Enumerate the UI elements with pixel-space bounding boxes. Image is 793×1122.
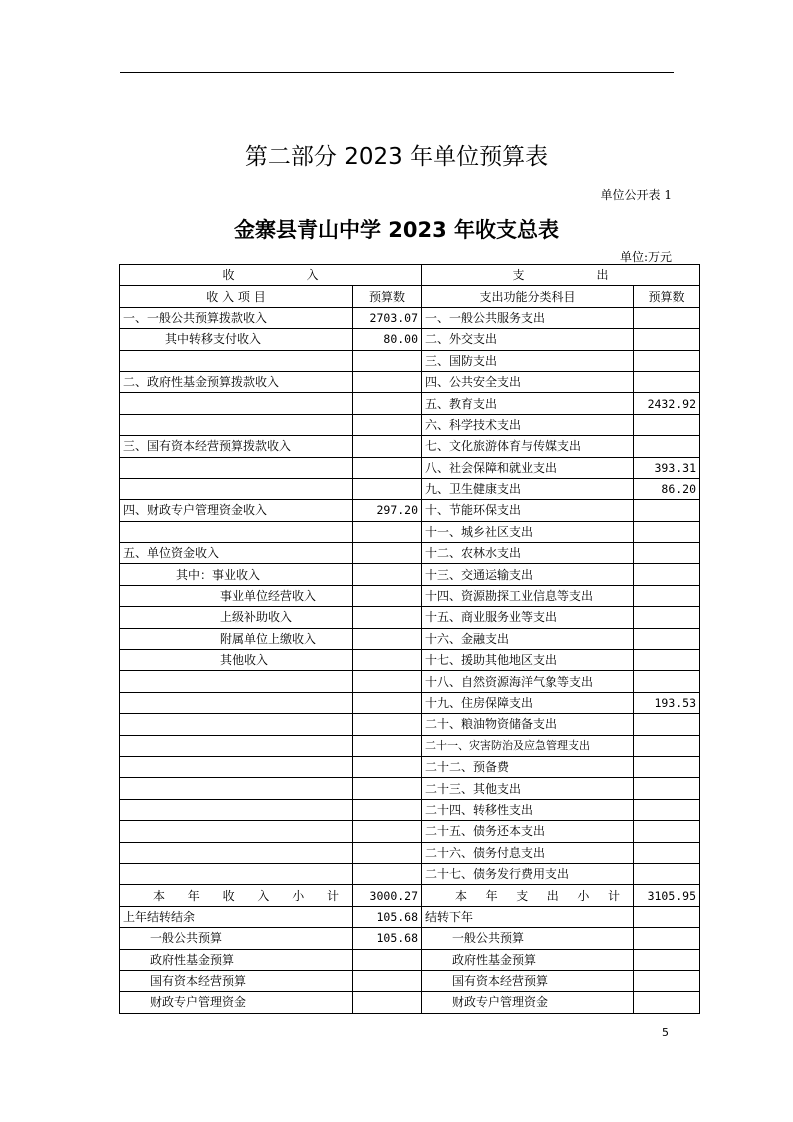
- table-row: [120, 992, 700, 1013]
- income-value-cell: [353, 371, 422, 392]
- expense-item-cell: 结转下年: [422, 906, 634, 927]
- expense-item-cell: 五、教育支出: [422, 393, 634, 414]
- income-item-cell: [120, 842, 353, 863]
- expense-item-cell: 二十五、债务还本支出: [422, 821, 634, 842]
- expense-item-header: 支出功能分类科目: [422, 286, 634, 307]
- expense-budget-header: 预算数: [634, 286, 700, 307]
- expense-item-cell: 十四、资源勘探工业信息等支出: [422, 585, 634, 606]
- expense-value-cell: [634, 756, 700, 777]
- income-item-cell: 政府性基金预算: [120, 949, 353, 970]
- income-value-cell: [353, 457, 422, 478]
- income-item-cell: [120, 414, 353, 435]
- expense-value-cell: [634, 543, 700, 564]
- income-subtotal-char: 收: [222, 888, 235, 903]
- income-item-cell: [120, 863, 353, 884]
- expense-item-cell: 七、文化旅游体育与传媒支出: [422, 436, 634, 457]
- table-number: 单位公开表 1: [600, 188, 672, 202]
- header-rule: [120, 72, 674, 73]
- income-item-cell: 其他收入: [120, 650, 353, 671]
- expense-item-cell: 八、社会保障和就业支出: [422, 457, 634, 478]
- income-value-cell: 2703.07: [353, 307, 422, 328]
- table-row: [120, 521, 700, 542]
- income-value-cell: [353, 564, 422, 585]
- income-item-cell: [120, 756, 353, 777]
- expense-item-cell: 二十六、债务付息支出: [422, 842, 634, 863]
- unit-label: 单位:万元: [619, 250, 672, 264]
- income-item-cell: [120, 799, 353, 820]
- income-item-cell: [120, 671, 353, 692]
- expense-value-cell: [634, 650, 700, 671]
- expense-value-cell: [634, 628, 700, 649]
- income-value-cell: [353, 949, 422, 970]
- table-row: [120, 650, 700, 671]
- table-row: [120, 735, 700, 756]
- income-item-cell: [120, 821, 353, 842]
- expense-value-cell: [634, 928, 700, 949]
- main-title: 金寨县青山中学 2023 年收支总表: [233, 218, 560, 242]
- table-subheader-row: [120, 286, 700, 307]
- income-value-cell: [353, 393, 422, 414]
- table-row: [120, 607, 700, 628]
- expense-subtotal-char: 小: [577, 888, 590, 903]
- expense-item-cell: 十六、金融支出: [422, 628, 634, 649]
- table-row: [120, 543, 700, 564]
- expense-item-cell: 财政专户管理资金: [422, 992, 634, 1013]
- expense-item-cell: 十一、城乡社区支出: [422, 521, 634, 542]
- table-row: [120, 436, 700, 457]
- income-item-cell: [120, 521, 353, 542]
- expense-item-cell: 二、外交支出: [422, 329, 634, 350]
- expense-value-cell: [634, 906, 700, 927]
- expense-item-cell: 二十四、转移性支出: [422, 799, 634, 820]
- expense-value-cell: [634, 821, 700, 842]
- expense-value-cell: [634, 521, 700, 542]
- expense-item-cell: 一般公共预算: [422, 928, 634, 949]
- table-row: [120, 329, 700, 350]
- expense-value-cell: [634, 970, 700, 991]
- income-item-cell: [120, 478, 353, 499]
- table-row: [120, 393, 700, 414]
- income-value-cell: [353, 842, 422, 863]
- table-row: [120, 863, 700, 884]
- income-value-cell: 105.68: [353, 928, 422, 949]
- income-value-cell: 297.20: [353, 500, 422, 521]
- expense-subtotal-char: 支: [516, 888, 529, 903]
- income-value-cell: [353, 414, 422, 435]
- expense-value-cell: [634, 714, 700, 735]
- income-item-cell: 二、政府性基金预算拨款收入: [120, 371, 353, 392]
- income-subtotal-char: 年: [187, 888, 200, 903]
- expense-item-cell: 十七、援助其他地区支出: [422, 650, 634, 671]
- expense-item-cell: 三、国防支出: [422, 350, 634, 371]
- income-item-cell: 其中转移支付收入: [120, 329, 353, 350]
- table-row: [120, 821, 700, 842]
- income-item-cell: [120, 778, 353, 799]
- expense-value-cell: [634, 863, 700, 884]
- income-subtotal-label: [120, 885, 353, 906]
- page-number: 5: [662, 1026, 669, 1039]
- part-title: 第二部分 2023 年单位预算表: [244, 144, 549, 170]
- expense-value-cell: [634, 414, 700, 435]
- expense-value-cell: [634, 671, 700, 692]
- expense-item-cell: 二十、粮油物资储备支出: [422, 714, 634, 735]
- subtotal-row: [120, 885, 700, 906]
- table-row: [120, 928, 700, 949]
- income-item-cell: [120, 714, 353, 735]
- expense-item-cell: 政府性基金预算: [422, 949, 634, 970]
- income-subtotal-value: 3000.27: [353, 885, 422, 906]
- budget-summary-table: [119, 264, 700, 1014]
- income-value-cell: [353, 992, 422, 1013]
- expense-header: 支 出: [422, 265, 700, 286]
- income-value-cell: [353, 436, 422, 457]
- table-row: [120, 350, 700, 371]
- income-value-cell: [353, 350, 422, 371]
- income-item-cell: 国有资本经营预算: [120, 970, 353, 991]
- expense-item-cell: 十、节能环保支出: [422, 500, 634, 521]
- expense-value-cell: [634, 949, 700, 970]
- table-row: [120, 906, 700, 927]
- income-value-cell: [353, 607, 422, 628]
- income-subtotal-char: 小: [292, 888, 305, 903]
- income-item-cell: 附属单位上缴收入: [120, 628, 353, 649]
- income-value-cell: 80.00: [353, 329, 422, 350]
- income-item-cell: 一般公共预算: [120, 928, 353, 949]
- expense-value-cell: [634, 607, 700, 628]
- income-value-cell: [353, 778, 422, 799]
- expense-subtotal-value: 3105.95: [634, 885, 700, 906]
- expense-item-cell: 一、一般公共服务支出: [422, 307, 634, 328]
- income-item-cell: [120, 457, 353, 478]
- table-header-row: [120, 265, 700, 286]
- expense-value-cell: [634, 778, 700, 799]
- expense-value-cell: [634, 735, 700, 756]
- income-value-cell: 105.68: [353, 906, 422, 927]
- table-row: [120, 500, 700, 521]
- income-value-cell: [353, 756, 422, 777]
- income-item-cell: [120, 350, 353, 371]
- expense-value-cell: [634, 500, 700, 521]
- expense-subtotal-char: 年: [485, 888, 498, 903]
- income-value-cell: [353, 863, 422, 884]
- income-value-cell: [353, 692, 422, 713]
- expense-subtotal-char: 出: [546, 888, 559, 903]
- expense-item-cell: 六、科学技术支出: [422, 414, 634, 435]
- expense-item-cell: 二十二、预备费: [422, 756, 634, 777]
- income-item-cell: [120, 393, 353, 414]
- income-item-cell: 一、一般公共预算拨款收入: [120, 307, 353, 328]
- table-row: [120, 307, 700, 328]
- income-budget-header: 预算数: [353, 286, 422, 307]
- income-value-cell: [353, 650, 422, 671]
- expense-subtotal-char: 计: [607, 888, 620, 903]
- expense-item-cell: 四、公共安全支出: [422, 371, 634, 392]
- table-row: [120, 585, 700, 606]
- expense-value-cell: [634, 842, 700, 863]
- income-value-cell: [353, 628, 422, 649]
- expense-item-cell: 国有资本经营预算: [422, 970, 634, 991]
- table-row: [120, 371, 700, 392]
- expense-item-cell: 十九、住房保障支出: [422, 692, 634, 713]
- income-item-cell: 其中：事业收入: [120, 564, 353, 585]
- expense-item-cell: 十三、交通运输支出: [422, 564, 634, 585]
- expense-value-cell: 393.31: [634, 457, 700, 478]
- income-value-cell: [353, 585, 422, 606]
- expense-value-cell: 2432.92: [634, 393, 700, 414]
- income-value-cell: [353, 714, 422, 735]
- income-value-cell: [353, 521, 422, 542]
- expense-value-cell: [634, 436, 700, 457]
- expense-item-cell: 二十三、其他支出: [422, 778, 634, 799]
- income-value-cell: [353, 478, 422, 499]
- expense-item-cell: 九、卫生健康支出: [422, 478, 634, 499]
- table-row: [120, 414, 700, 435]
- income-item-cell: 四、财政专户管理资金收入: [120, 500, 353, 521]
- table-row: [120, 714, 700, 735]
- expense-value-cell: [634, 350, 700, 371]
- expense-value-cell: [634, 992, 700, 1013]
- expense-item-cell: 十八、自然资源海洋气象等支出: [422, 671, 634, 692]
- expense-value-cell: 193.53: [634, 692, 700, 713]
- income-value-cell: [353, 671, 422, 692]
- expense-value-cell: [634, 799, 700, 820]
- expense-value-cell: [634, 564, 700, 585]
- income-item-cell: 三、国有资本经营预算拨款收入: [120, 436, 353, 457]
- table-row: [120, 628, 700, 649]
- income-header: 收 入: [120, 265, 422, 286]
- income-item-cell: 上级补助收入: [120, 607, 353, 628]
- table-row: [120, 692, 700, 713]
- table-row: [120, 564, 700, 585]
- income-item-cell: 五、单位资金收入: [120, 543, 353, 564]
- income-item-cell: [120, 735, 353, 756]
- income-value-cell: [353, 735, 422, 756]
- table-row: [120, 970, 700, 991]
- income-value-cell: [353, 821, 422, 842]
- expense-value-cell: [634, 371, 700, 392]
- table-row: [120, 671, 700, 692]
- income-item-cell: [120, 692, 353, 713]
- income-subtotal-char: 计: [326, 888, 339, 903]
- income-subtotal-char: 入: [257, 888, 270, 903]
- table-row: [120, 457, 700, 478]
- income-item-header: 收 入 项 目: [120, 286, 353, 307]
- expense-value-cell: [634, 329, 700, 350]
- expense-subtotal-label: [422, 885, 634, 906]
- expense-item-cell: 二十一、灾害防治及应急管理支出: [422, 735, 634, 756]
- table-row: [120, 778, 700, 799]
- expense-item-cell: 十二、农林水支出: [422, 543, 634, 564]
- income-value-cell: [353, 970, 422, 991]
- expense-value-cell: [634, 307, 700, 328]
- expense-item-cell: 二十七、债务发行费用支出: [422, 863, 634, 884]
- table-row: [120, 799, 700, 820]
- table-row: [120, 478, 700, 499]
- table-row: [120, 756, 700, 777]
- income-value-cell: [353, 543, 422, 564]
- expense-value-cell: [634, 585, 700, 606]
- income-subtotal-char: 本: [153, 888, 166, 903]
- income-item-cell: 上年结转结余: [120, 906, 353, 927]
- expense-item-cell: 十五、商业服务业等支出: [422, 607, 634, 628]
- expense-subtotal-char: 本: [455, 888, 468, 903]
- table-row: [120, 949, 700, 970]
- table-row: [120, 842, 700, 863]
- expense-value-cell: 86.20: [634, 478, 700, 499]
- income-item-cell: 财政专户管理资金: [120, 992, 353, 1013]
- income-item-cell: 事业单位经营收入: [120, 585, 353, 606]
- income-value-cell: [353, 799, 422, 820]
